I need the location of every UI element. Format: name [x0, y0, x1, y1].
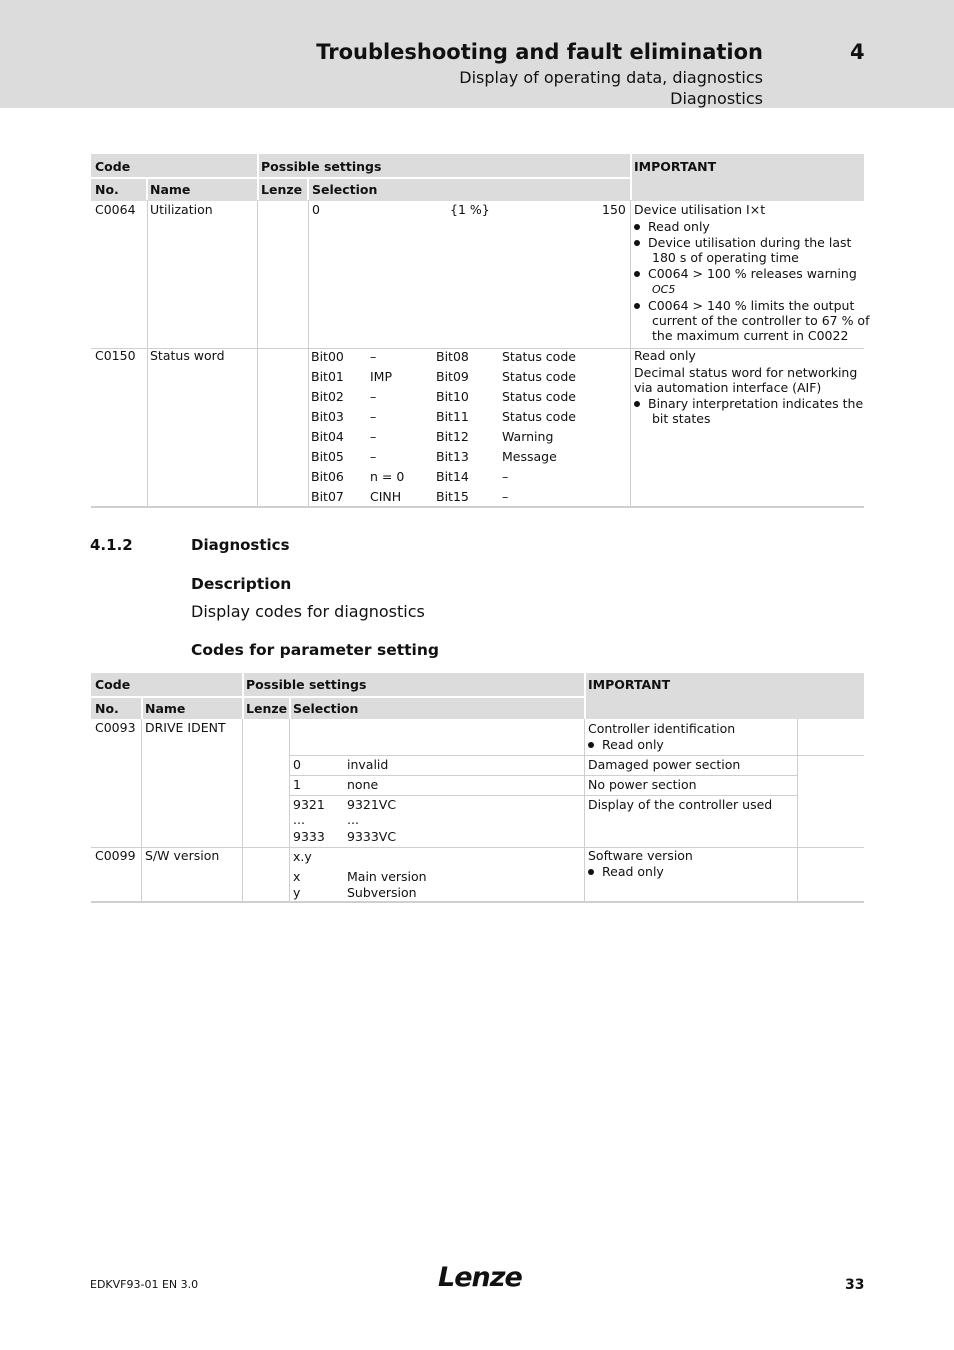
header-divider — [630, 154, 632, 200]
bit-label: Bit06 — [311, 469, 344, 484]
bullet-text: C0064 > 100 % releases warning — [648, 266, 857, 281]
col-header-lenze: Lenze — [261, 182, 303, 197]
page-subtitle-2: Diagnostics — [670, 89, 763, 108]
bullet-text: Binary interpretation indicates the — [648, 396, 864, 411]
bit-label: Bit15 — [436, 489, 469, 504]
selection-text: none — [347, 777, 379, 792]
col-divider — [242, 719, 243, 902]
bullet-icon — [634, 271, 640, 277]
col-header-selection: Selection — [312, 182, 378, 197]
bullet-icon — [634, 303, 640, 309]
header-divider — [141, 697, 143, 719]
header-divider — [257, 154, 259, 200]
bullet-icon — [588, 742, 594, 748]
important-bullet — [588, 864, 664, 880]
selection-value: 1 — [293, 777, 301, 792]
important-text: No power section — [588, 777, 697, 792]
selection-text: 9333VC — [347, 829, 397, 844]
bit-value: – — [370, 449, 377, 464]
code-name: Utilization — [150, 202, 213, 217]
bit-label: Bit01 — [311, 369, 344, 384]
bit-value: Status code — [502, 389, 576, 404]
header-divider — [289, 697, 291, 719]
bit-label: Bit14 — [436, 469, 469, 484]
col-header-no: No. — [95, 701, 119, 716]
col-divider — [630, 201, 631, 507]
important-text: Damaged power section — [588, 757, 741, 772]
code-no: C0064 — [95, 202, 136, 217]
code-no: C0150 — [95, 348, 136, 363]
bit-label: Bit11 — [436, 409, 469, 424]
bullet-icon — [634, 401, 640, 407]
description-text: Display codes for diagnostics — [191, 602, 425, 621]
bit-value: CINH — [370, 489, 402, 504]
section-title: Diagnostics — [191, 536, 290, 554]
bit-value: – — [370, 349, 377, 364]
bullet-text: bit states — [652, 411, 711, 426]
bit-value: Status code — [502, 369, 576, 384]
col-divider — [797, 719, 798, 902]
code-name: S/W version — [145, 848, 220, 863]
selection-ellipsis: ... — [293, 812, 305, 827]
bit-value: – — [370, 409, 377, 424]
bullet-icon — [588, 869, 594, 875]
bit-label: Bit00 — [311, 349, 344, 364]
bit-value: – — [370, 429, 377, 444]
bullet-text: C0064 > 140 % limits the output — [648, 298, 855, 313]
bullet-text: current of the controller to 67 % of — [652, 313, 870, 328]
important-bullet — [634, 219, 710, 235]
selection-value: 9321 — [293, 797, 325, 812]
bit-value: n = 0 — [370, 469, 405, 484]
col-header-important: IMPORTANT — [588, 677, 671, 692]
bullet-text: the maximum current in C0022 — [652, 328, 849, 343]
col-header-selection: Selection — [293, 701, 359, 716]
code-no: C0093 — [95, 720, 136, 735]
bit-label: Bit04 — [311, 429, 344, 444]
bit-value: Status code — [502, 349, 576, 364]
col-divider — [584, 719, 585, 902]
selection-value: y — [293, 885, 301, 900]
important-bullet — [634, 266, 857, 282]
bit-value: Status code — [502, 409, 576, 424]
bullet-icon — [634, 240, 640, 246]
col-divider — [257, 201, 258, 507]
selection-value: 0 — [293, 757, 301, 772]
bit-label: Bit05 — [311, 449, 344, 464]
col-divider — [147, 201, 148, 507]
bit-label: Bit13 — [436, 449, 469, 464]
bit-value: Warning — [502, 429, 554, 444]
bit-value: – — [370, 389, 377, 404]
bit-label: Bit10 — [436, 389, 469, 404]
important-text: Read only — [634, 348, 696, 363]
page-subtitle: Display of operating data, diagnostics — [459, 68, 763, 87]
row-divider — [289, 795, 797, 796]
row-divider — [289, 755, 864, 756]
code-name: DRIVE IDENT — [145, 720, 226, 735]
bit-label: Bit09 — [436, 369, 469, 384]
important-title: Device utilisation I×t — [634, 202, 766, 217]
important-text: Display of the controller used — [588, 797, 773, 812]
bit-value: – — [502, 489, 509, 504]
bullet-text: Read only — [602, 737, 664, 752]
selection-step: {1 %} — [450, 202, 490, 217]
col-header-name: Name — [145, 701, 186, 716]
important-bullet — [634, 396, 863, 412]
section-number: 4.1.2 — [90, 536, 133, 554]
col-header-important: IMPORTANT — [634, 159, 717, 174]
bit-label: Bit08 — [436, 349, 469, 364]
col-header-possible: Possible settings — [261, 159, 382, 174]
bit-value: Message — [502, 449, 557, 464]
bullet-text: Read only — [602, 864, 664, 879]
lenze-logo: Lenze — [438, 1262, 522, 1293]
header-divider — [91, 177, 630, 179]
col-divider — [141, 719, 142, 902]
chapter-number: 4 — [850, 40, 865, 64]
selection-text: Main version — [347, 869, 427, 884]
bullet-text: Read only — [648, 219, 710, 234]
header-divider — [242, 673, 244, 719]
selection-ellipsis: ... — [347, 812, 359, 827]
description-heading: Description — [191, 575, 292, 593]
code-no: C0099 — [95, 848, 136, 863]
bullet-text: 180 s of operating time — [652, 250, 799, 265]
header-divider — [146, 178, 148, 200]
selection-text: Subversion — [347, 885, 417, 900]
selection-format: x.y — [293, 849, 312, 864]
col-header-no: No. — [95, 182, 119, 197]
page-title: Troubleshooting and fault elimination — [316, 40, 763, 64]
bit-value: – — [502, 469, 509, 484]
bullet-text: Device utilisation during the last — [648, 235, 852, 250]
col-header-code: Code — [95, 159, 131, 174]
header-divider — [91, 696, 585, 698]
selection-text: invalid — [347, 757, 389, 772]
document-id: EDKVF93-01 EN 3.0 — [90, 1278, 199, 1291]
important-bullet — [634, 235, 851, 251]
selection-text: 9321VC — [347, 797, 397, 812]
important-text: Decimal status word for networking — [634, 365, 858, 380]
col-header-possible: Possible settings — [246, 677, 367, 692]
bit-label: Bit12 — [436, 429, 469, 444]
codes-heading: Codes for parameter setting — [191, 641, 439, 659]
row-divider — [91, 901, 864, 903]
col-header-code: Code — [95, 677, 131, 692]
col-header-lenze: Lenze — [246, 701, 288, 716]
selection-min: 0 — [312, 202, 320, 217]
header-divider — [584, 673, 586, 719]
col-divider — [289, 719, 290, 902]
important-bullet — [634, 298, 854, 314]
row-divider — [289, 775, 797, 776]
important-text: Software version — [588, 848, 693, 863]
col-header-name: Name — [150, 182, 191, 197]
important-text: via automation interface (AIF) — [634, 380, 822, 395]
bit-value: IMP — [370, 369, 393, 384]
selection-value: 9333 — [293, 829, 325, 844]
important-text: Controller identification — [588, 721, 736, 736]
bullet-icon — [634, 224, 640, 230]
row-divider — [91, 506, 864, 508]
bit-label: Bit02 — [311, 389, 344, 404]
selection-max: 150 — [602, 202, 626, 217]
code-name: Status word — [150, 348, 225, 363]
selection-value: x — [293, 869, 301, 884]
page-number: 33 — [845, 1277, 865, 1293]
bit-label: Bit07 — [311, 489, 344, 504]
warning-code: OC5 — [652, 283, 676, 296]
important-bullet — [588, 737, 664, 753]
header-divider — [307, 178, 309, 200]
col-divider — [308, 201, 309, 507]
bit-label: Bit03 — [311, 409, 344, 424]
